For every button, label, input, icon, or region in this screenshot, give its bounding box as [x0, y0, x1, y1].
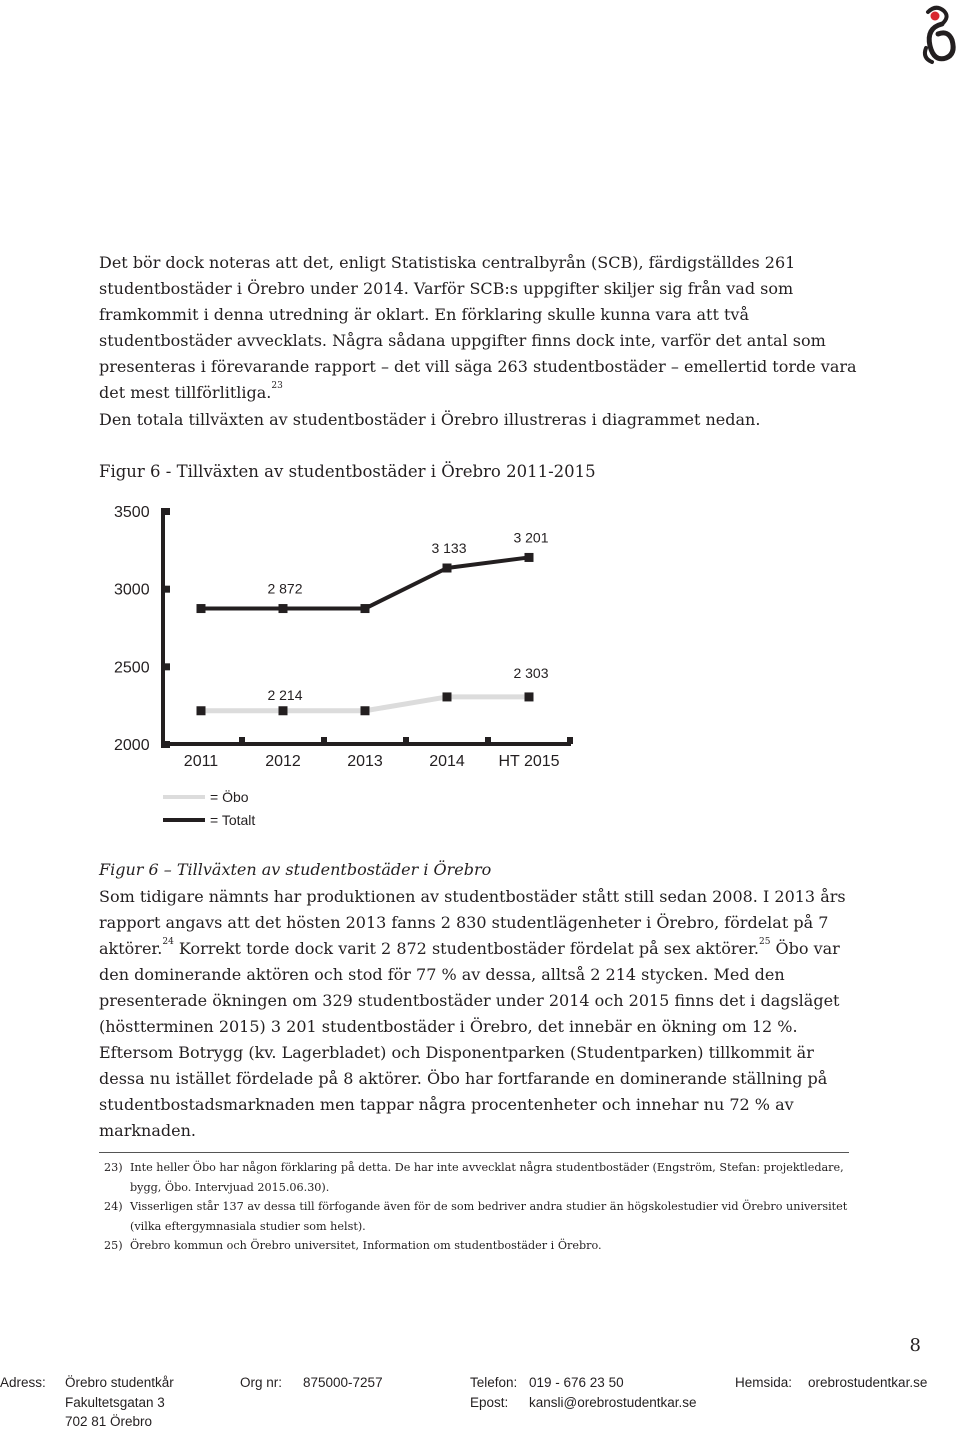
footnote-text: Inte heller Öbo har någon förklaring på detta. De har inte avvecklat några studentbostäder (Engström, Stefan: projektledare, bygg, Öbo. Intervjuad 2015.06.30). — [130, 1161, 844, 1194]
website-label: Hemsida: — [735, 1375, 793, 1390]
y-tick-label: 2000 — [114, 737, 150, 754]
y-tick-label: 2500 — [114, 659, 150, 677]
x-tick-label: 2014 — [429, 753, 465, 770]
phone-number[interactable]: 019 - 676 23 50 — [529, 1375, 624, 1390]
address-block — [65, 1373, 174, 1432]
figure-title: Figur 6 - Tillväxten av studentbostäder i Örebro 2011-2015 — [99, 462, 596, 481]
address-line: Örebro studentkår — [65, 1375, 174, 1390]
x-tick-mark — [321, 737, 327, 744]
analysis-text-a: Som tidigare nämnts har produktionen av studentbostäder stått still sedan 2008. I 2013 års rapport angavs att det hösten 2013 fanns 2 830 studentlägenheter i Örebro, fördelat på 7 aktörer. — [99, 887, 846, 958]
chart-intro-paragraph: Den totala tillväxten av studentbostäder i Örebro illustreras i diagrammet nedan. — [99, 410, 761, 429]
footnote-text: Örebro kommun och Örebro universitet, Information om studentbostäder i Örebro. — [130, 1239, 602, 1252]
address-line: Fakultetsgatan 3 — [65, 1394, 165, 1410]
page-number: 8 — [909, 1335, 921, 1356]
data-point-obo — [197, 706, 206, 715]
y-tick-mark — [161, 508, 170, 515]
footnote-ref-23[interactable]: 23 — [271, 381, 283, 391]
legend-label-totalt: = Totalt — [210, 812, 256, 828]
footnote-number: 25) — [104, 1239, 123, 1252]
data-point-totalt — [197, 604, 206, 613]
data-point-obo — [443, 692, 452, 701]
footnote-23 — [104, 1158, 864, 1197]
x-tick-mark — [485, 737, 491, 744]
data-point-obo — [525, 692, 534, 701]
footnote-24 — [104, 1197, 864, 1236]
data-point-totalt — [443, 564, 452, 573]
y-tick-mark — [161, 663, 170, 670]
data-point-totalt — [361, 604, 370, 613]
legend-label-obo: = Öbo — [210, 789, 249, 805]
phone-label: Telefon: — [470, 1375, 518, 1390]
x-tick-label: 2013 — [347, 753, 383, 770]
data-label: 3 201 — [513, 529, 549, 546]
address-line: 702 81 Örebro — [65, 1414, 153, 1429]
footnote-text: Visserligen står 137 av dessa till förfogande även för de som bedriver andra studier än högskolestudier vid Örebro universitet (vilka eftergymnasiala studier som helst). — [130, 1200, 848, 1233]
y-tick-mark — [161, 741, 170, 748]
figure-caption: Figur 6 – Tillväxten av studentbostäder i Örebro — [99, 860, 492, 879]
footnote-number: 24) — [104, 1200, 123, 1213]
footnote-ref-24[interactable]: 24 — [162, 937, 174, 947]
address-label: Adress: — [0, 1375, 46, 1390]
website-link[interactable]: orebrostudentkar.se — [808, 1375, 928, 1390]
footnote-ref-25[interactable]: 25 — [758, 937, 771, 947]
data-label: 3 133 — [431, 540, 467, 557]
data-label: 2 872 — [267, 580, 303, 597]
series-line-totalt — [201, 557, 529, 608]
x-tick-label: 2011 — [183, 753, 219, 770]
footnote-number: 23) — [104, 1161, 123, 1174]
org-label: Org nr: — [240, 1375, 283, 1390]
y-tick-label: 3000 — [114, 581, 150, 599]
org-number: 875000-7257 — [303, 1375, 383, 1390]
x-tick-mark — [567, 737, 573, 744]
footnote-divider — [99, 1152, 849, 1153]
footnote-25 — [104, 1236, 864, 1256]
data-point-totalt — [279, 604, 288, 613]
data-label: 2 214 — [267, 686, 303, 703]
data-point-obo — [279, 706, 288, 715]
analysis-paragraph — [99, 884, 859, 1144]
analysis-text-c: Öbo var den dominerande aktören och stod för 77 % av dessa, alltså 2 214 stycken. Med den presenterade ökningen om 329 studentbostäder under 2014 och 2015 finns det i dagsläget (höstterminen 2015) 3 201 studentbostäder i Örebro, det innebär en ökning om 12 %. Eftersom Botrygg (kv. Lagerbladet) och Disponentparken (Studentparken) tillkommit är dessa nu istället fördelade på 8 aktörer. Öbo har fortfarande en dominerande ställning på studentbostadsmarknaden men tappar några procentenheter och innehar nu 72 % av marknaden. — [99, 939, 840, 1140]
footnotes — [104, 1158, 864, 1256]
email-link[interactable]: kansli@orebrostudentkar.se — [529, 1394, 697, 1410]
x-tick-mark — [239, 737, 245, 744]
data-point-totalt — [525, 553, 534, 562]
data-point-obo — [361, 706, 370, 715]
x-tick-mark — [403, 737, 409, 744]
y-tick-label: 3500 — [114, 504, 150, 521]
data-label: 2 303 — [513, 664, 549, 681]
intro-paragraph-text: Det bör dock noteras att det, enligt Statistiska centralbyrån (SCB), färdigställdes 261 studentbostäder i Örebro under 2014. Varför SCB:s uppgifter skiljer sig från vad som framkommit i denna utredning är oklart. En förklaring skulle kunna vara att två studentbostäder avvecklats. Några sådana uppgifter finns dock inte, varför det antal som presenteras i förevarande rapport – det vill säga 263 studentbostäder – emellertid torde vara det mest tillförlitliga. — [99, 253, 857, 402]
x-tick-label: 2012 — [265, 753, 301, 770]
x-tick-label: HT 2015 — [498, 753, 560, 770]
y-tick-mark — [161, 586, 170, 593]
page-footer — [0, 1370, 960, 1427]
analysis-text-b: Korrekt torde dock varit 2 872 studentbostäder fördelat på sex aktörer. — [173, 939, 759, 958]
email-label: Epost: — [470, 1394, 509, 1410]
